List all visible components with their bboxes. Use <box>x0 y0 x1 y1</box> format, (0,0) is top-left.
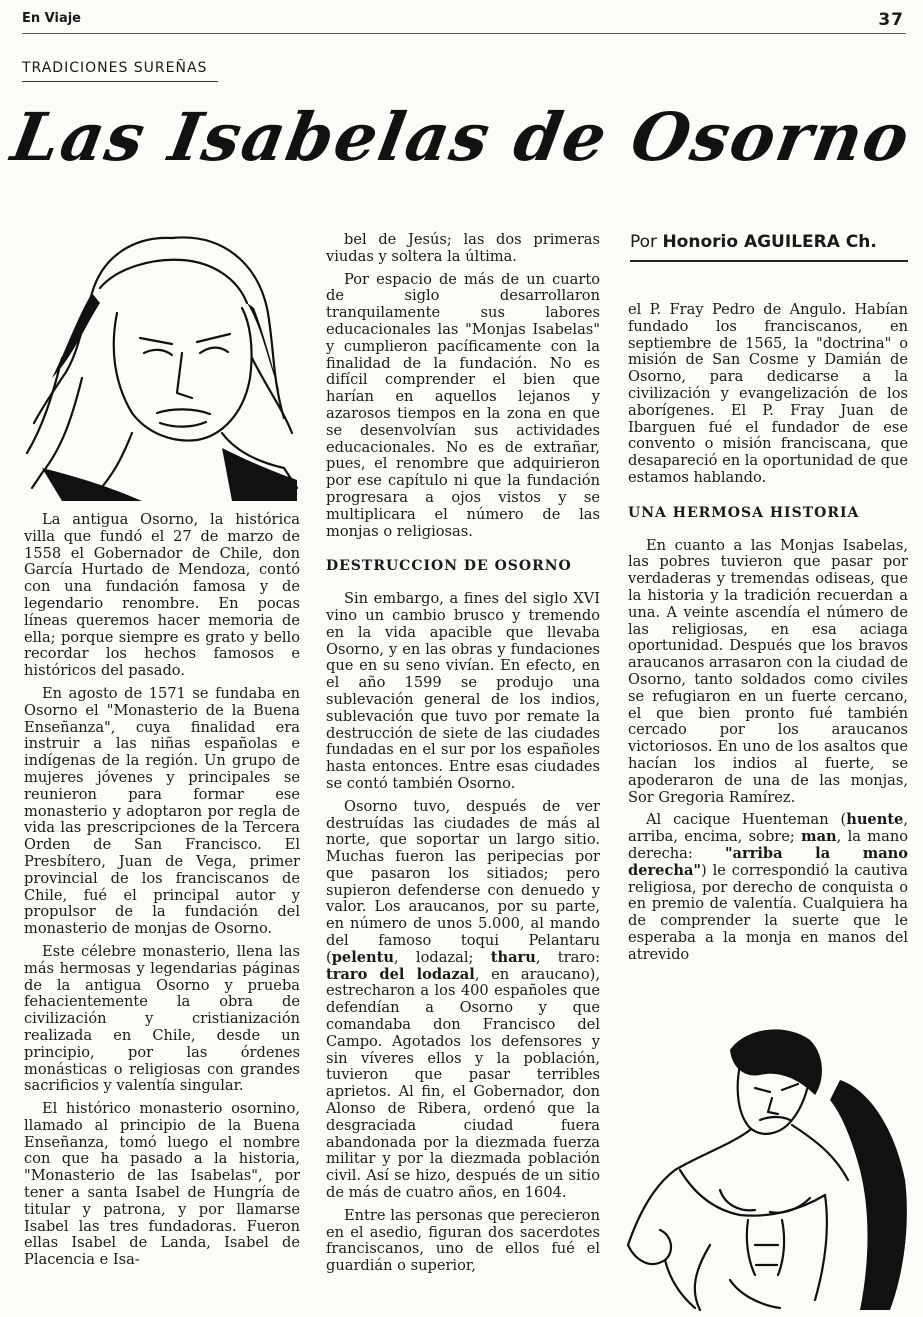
text-run: Al cacique Huenteman ( <box>646 811 847 829</box>
paragraph: bel de Jesús; las dos primeras viudas y soltera la última. <box>326 231 600 265</box>
text-run: , la mano derecha: <box>628 828 909 862</box>
warrior-illustration <box>620 1020 910 1315</box>
paragraph: En cuanto a las Monjas Isabelas, las pobres tuvieron que pasar por verdaderas y tremendas odiseas, que la historia y la tradición recuerdan a una. A veinte ascendía el número de las religiosas, en esa aciaga oportunidad. Después que los bravos araucanos arrasaron con la ciudad de Osorno, tanto soldados como civiles se refugiaron en un fuerte cercano, el que bien pronto fué también cercado por los araucanos victoriosos. En uno de los asaltos que hacían los indios al fuerte, se apoderaron de una de las monjas, Sor Gregoria Ramírez. <box>628 536 908 806</box>
page-number: 37 <box>878 10 904 30</box>
paragraph <box>628 812 908 963</box>
subheading-destruccion: DESTRUCCION DE OSORNO <box>326 558 572 575</box>
paragraph: Entre las personas que perecieron en el asedio, figuran dos sacerdotes franciscanos, uno de ellos fué el guardián o superior, <box>326 1206 600 1275</box>
text-run: , traro: <box>535 948 600 966</box>
paragraph: Por espacio de más de un cuarto de siglo desarrollaron tranquilamente sus labores educacionales las "Monjas Isabelas" y cumplieron pacíficamente con la finalidad de la fundación. No es difícil comprender el bien que harían en aquellos lejanos y azarosos tiempos en la zona en que se desenvolvían sus actividades educacionales. No es de extrañar, pues, el renombre que adquirieron por ese capítulo ni que la fundación progresara a ojos vistos y se multiplicara el número de las monjas o religiosas. <box>326 270 600 540</box>
paragraph: La antigua Osorno, la histórica villa que fundó el 27 de marzo de 1558 el Gobernador de Chile, don García Hurtado de Mendoza, contó con una fundación famosa y de legendario renombre. En pocas líneas queremos hacer memoria de ella; porque siempre es grato y bello recordar los hechos famosos e históricos del pasado. <box>24 511 300 680</box>
byline <box>630 232 908 262</box>
text-run-bold: tharu <box>490 948 536 966</box>
column-1 <box>24 512 300 1275</box>
text-run: , lodazal; <box>393 948 491 966</box>
text-run-bold: man <box>801 828 837 846</box>
paragraph: El histórico monasterio osornino, llamado al principio de la Buena Enseñanza, tomó luego el nombre con que ha pasado a la historia, "Monasterio de las Isabelas", por tener a santa Isabel de Hungría de titular y patrona, y por llamarse Isabel las tres fundadoras. Fueron ellas Isabel de Landa, Isabel de Placencia e Isa- <box>24 1100 300 1269</box>
byline-prefix: Por <box>630 232 658 252</box>
paragraph: Este célebre monasterio, llena las más hermosas y legendarias páginas de la antigua Osorno y prueba fehacientemente la obra de civilización y cristianización realizada en Chile, desde un principio, por las órdenes monásticas o religiosas con grandes sacrificios y valentía singular. <box>24 942 300 1095</box>
paragraph <box>326 799 600 1202</box>
article-title: Las Isabelas de Osorno <box>6 98 917 176</box>
portrait-illustration <box>22 218 302 503</box>
text-run: , en araucano), estrecharon a los 400 españoles que defendían a Osorno y que comandaba don Francisco del Campo. Agotados los defensores y sin víveres ellos y la población, tuvieron que pasar terribles aprietos. Al fin, el Gobernador, don Alonso de Ribera, ordenó que la desgraciada ciudad fuera abandonada por la diezmada fuerza militar y por la diezmada población civil. Así se hizo, después de un sitio de más de cuatro años, en 1604. <box>326 965 601 1202</box>
text-run-bold: traro del lodazal <box>326 965 475 983</box>
page-header <box>22 8 906 34</box>
paragraph: el P. Fray Pedro de Angulo. Habían fundado los franciscanos, en septiembre de 1565, la "doctrina" o misión de San Cosme y Damián de Osorno, para dedicarse a la civilización y evangelización de los aborígenes. El P. Fray Juan de Ibarguen fué el fundador de ese convento o misión franciscana, que desapareció en la oportunidad de que estamos hablando. <box>628 301 909 486</box>
text-run-bold: huente <box>846 811 904 829</box>
publication-name: En Viaje <box>22 11 81 26</box>
text-run: , arriba, encima, sobre; <box>628 811 908 846</box>
column-2 <box>326 232 600 1281</box>
paragraph: En agosto de 1571 se fundaba en Osorno el "Monasterio de la Buena Enseñanza", cuya finalidad era instruir a las niñas españolas e indígenas de la región. Un grupo de mujeres jóvenes y principales se reunieron para formar ese monasterio y adoptaron por regla de vida las prescripciones de la Tercera Orden de San Francisco. El Presbítero, Juan de Vega, primer provincial de los franciscanos de Chile, fué el principal autor y propulsor de la fundación del monasterio de monjas de Osorno. <box>24 684 300 938</box>
text-run-bold: "arriba la mano derecha" <box>628 844 909 879</box>
text-run: Osorno tuvo, después de ver destruídas las ciudades de más al norte, que soportar un largo sitio. Muchas fueron las peripecias por que pasaron los sitiados; pero supieron defenderse con denuedo y valor. Los araucanos, por su parte, en número de unos 5.000, al mando del famoso toqui Pelantaru ( <box>326 797 600 966</box>
section-label: TRADICIONES SUREÑAS <box>22 60 218 82</box>
text-run-bold: pelentu <box>331 948 394 966</box>
text-run: ) le correspondió la cautiva religiosa, por derecho de conquista o en premio de valentía. Cualquiera ha de comprender la suerte que le esperaba a la monja en manos del atrevido <box>628 861 908 963</box>
paragraph: Sin embargo, a fines del siglo XVI vino un cambio brusco y tremendo en la vida apacible que llevaba Osorno, y en las obras y fundaciones que en su seno vivían. En efecto, en el año 1599 se produjo una sublevación general de los indios, sublevación que tuvo por remate la destrucción de siete de las ciudades fundadas en el sur por los españoles hasta entonces. Entre esas ciudades se contó también Osorno. <box>326 590 600 792</box>
column-3 <box>628 302 908 969</box>
author-name: Honorio AGUILERA Ch. <box>662 232 877 252</box>
subheading-hermosa-historia: UNA HERMOSA HISTORIA <box>628 504 860 521</box>
